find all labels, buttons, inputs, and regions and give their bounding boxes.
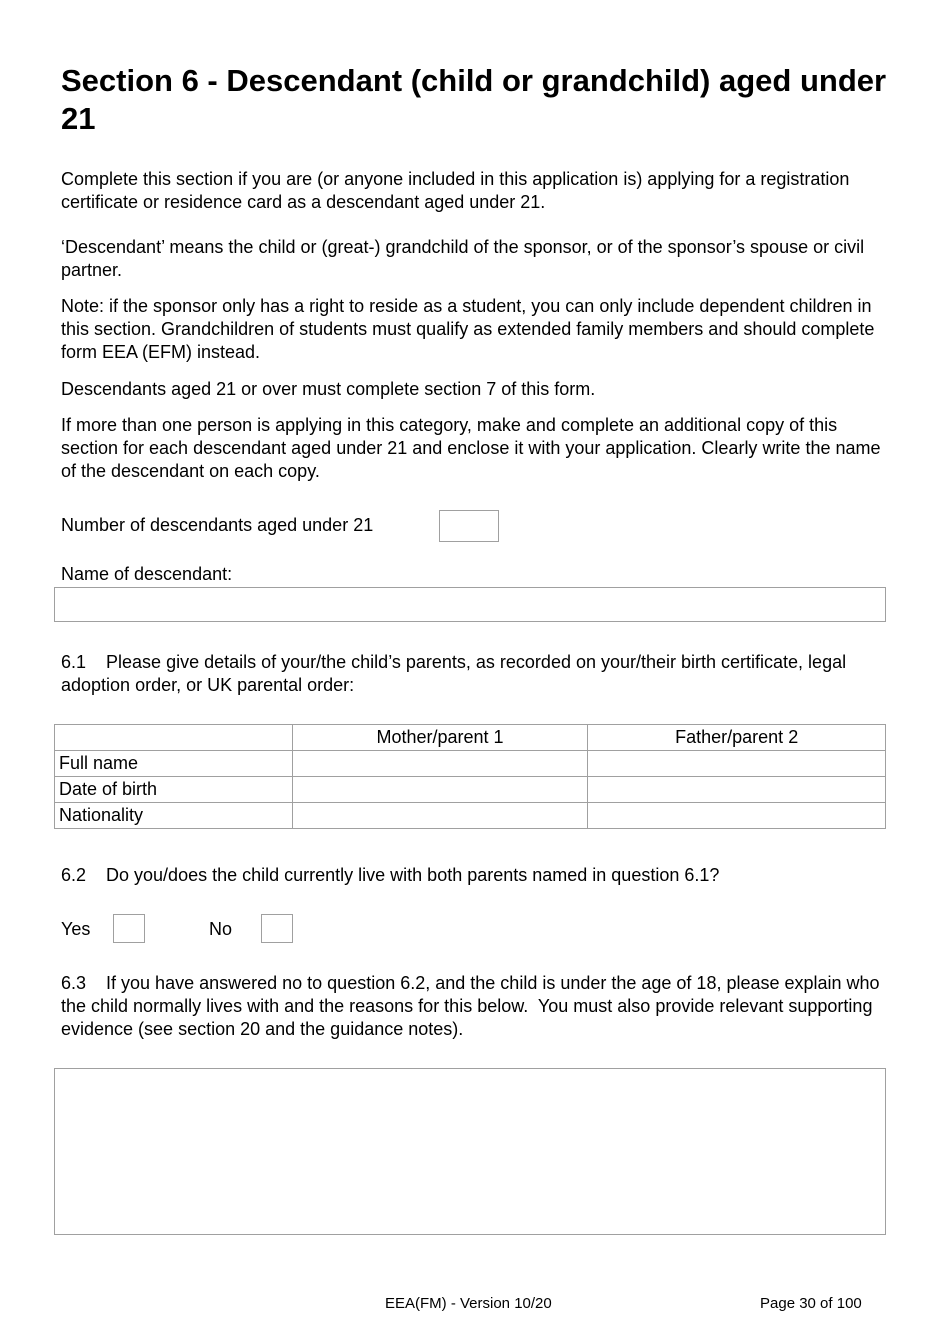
multiple-copies-text: If more than one person is applying in this category, make and complete an additional copy of this section for each descendant aged under 21 and enclose it with your application. Clearly write the name of the descendant on each copy. [61, 415, 881, 481]
over21-text: Descendants aged 21 or over must complete section 7 of this form. [61, 379, 596, 399]
descendant-name-input[interactable] [54, 587, 886, 622]
yes-checkbox[interactable] [113, 914, 145, 943]
question-6-2-text: 6.2 Do you/does the child currently live with both parents named in question 6.1? [61, 865, 720, 885]
question-6-1-text: 6.1 Please give details of your/the child’s parents, as recorded on your/their birth certificate, legal adoption order, or UK parental order: [61, 652, 852, 695]
row-label-date-of-birth: Date of birth [55, 777, 293, 803]
table-row [55, 751, 886, 777]
no-label: No [209, 919, 233, 939]
parents-details-table [54, 724, 886, 829]
father-full-name-cell[interactable] [588, 751, 886, 777]
column-header-mother: Mother/parent 1 [292, 725, 588, 751]
footer-version: EEA(FM) - Version 10/20 [385, 1295, 552, 1312]
mother-full-name-cell[interactable] [292, 751, 588, 777]
question-6-3-text: 6.3 If you have answered no to question 6.2, and the child is under the age of 18, please explain who the child normally lives with and the reasons for this below. You must also provide relevant supporting evidence (see section 20 and the guidance notes). [61, 973, 885, 1039]
intro-text: Complete this section if you are (or anyone included in this application is) applying for a registration certificate or residence card as a descendant aged under 21. [61, 169, 850, 212]
number-of-descendants-label: Number of descendants aged under 21 [61, 515, 374, 535]
table-row [55, 803, 886, 829]
column-header-blank [55, 725, 293, 751]
mother-nationality-cell[interactable] [292, 803, 588, 829]
row-label-full-name: Full name [55, 751, 293, 777]
father-date-of-birth-cell[interactable] [588, 777, 886, 803]
mother-date-of-birth-cell[interactable] [292, 777, 588, 803]
row-label-nationality: Nationality [55, 803, 293, 829]
definition-text: ‘Descendant’ means the child or (great-) grandchild of the sponsor, or of the sponsor’s spouse or civil partner. [61, 237, 865, 280]
column-header-father: Father/parent 2 [588, 725, 886, 751]
descendant-name-label: Name of descendant: [61, 564, 233, 584]
footer-page-number: Page 30 of 100 [760, 1295, 862, 1312]
section-title: Section 6 - Descendant (child or grandchild) aged under 21 [61, 63, 887, 136]
yes-label: Yes [61, 919, 91, 939]
note-text: Note: if the sponsor only has a right to reside as a student, you can only include dependent children in this section. Grandchildren of students must qualify as extended family members and should complete form EEA (EFM) instead. [61, 296, 875, 362]
table-row [55, 777, 886, 803]
no-checkbox[interactable] [261, 914, 293, 943]
number-of-descendants-input[interactable] [439, 510, 499, 542]
father-nationality-cell[interactable] [588, 803, 886, 829]
table-header-row [55, 725, 886, 751]
question-6-3-answer-textarea[interactable] [54, 1068, 886, 1235]
